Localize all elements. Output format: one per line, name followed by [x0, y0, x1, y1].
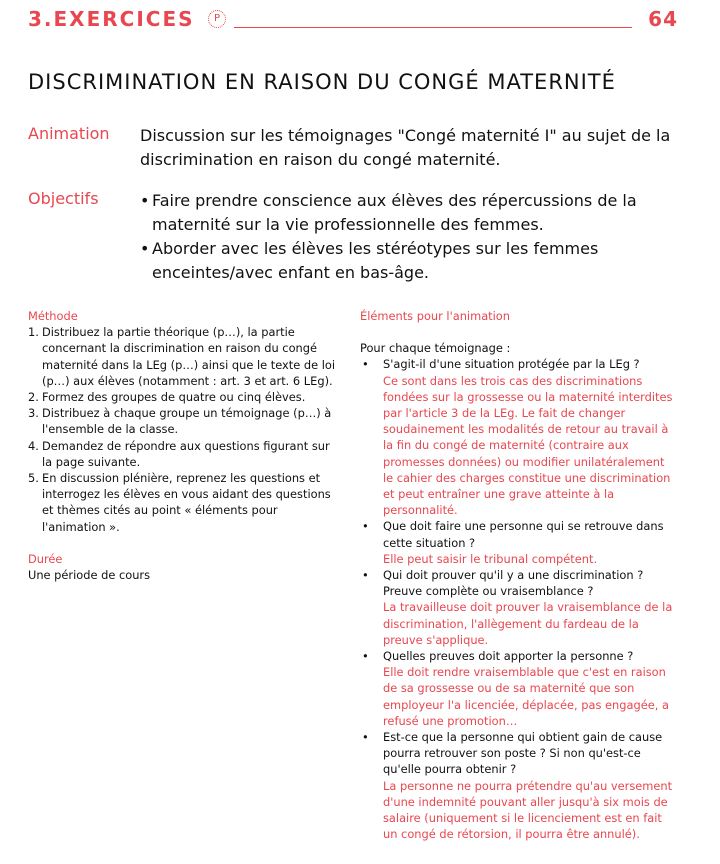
methode-step: 4. Demandez de répondre aux questions figurant sur la page suivante.	[28, 438, 330, 469]
methode-heading: Méthode	[28, 309, 78, 323]
elements-heading: Éléments pour l'animation	[360, 309, 510, 323]
answer-text: Elle doit rendre vraisemblable que c'est en raison de sa grossesse ou de sa maternité que son employeur l'a licenciée, déplacée, pas engagée, a refusé une promotion…	[383, 665, 669, 728]
question-list	[360, 356, 676, 842]
question-item: • Qui doit prouver qu'il y a une discrimination ? Preuve complète ou vraisemblance ? La travailleuse doit prouver la vraisemblance de la discrimination, l'allègement du fardeau de la preuve s'applique.	[360, 567, 676, 648]
section-title: 3.EXERCICES	[28, 7, 195, 31]
elements-intro: Pour chaque témoignage :	[360, 341, 511, 356]
page-number: 64	[648, 7, 678, 31]
methode-step: 2. Formez des groupes de quatre ou cinq élèves.	[28, 390, 306, 405]
question-item: • Est-ce que la personne qui obtient gain de cause pourra retrouver son poste ? Si non qu'est-ce qu'elle pourra obtenir ? La personne ne pourra prétendre qu'au versement d'une indemnité pouvant aller jusqu'à six mois de salaire (uniquement si le licenciement est en fait un congé de rétorsion, il pourra être annulé).	[360, 729, 676, 842]
methode-step: 3. Distribuez à chaque groupe un témoignage (p…) à l'ensemble de la classe.	[28, 406, 332, 437]
answer-text: La travailleuse doit prouver la vraisemblance de la discrimination, l'allègement du fardeau de la preuve s'applique.	[383, 600, 673, 647]
methode-column	[28, 308, 340, 583]
answer-text: Elle peut saisir le tribunal compétent.	[383, 551, 598, 566]
header-rule	[234, 27, 632, 28]
elements-column	[360, 308, 676, 843]
objectif-item: • Faire prendre conscience aux élèves des répercussions de la maternité sur la vie professionnelle des femmes.	[140, 189, 680, 237]
answer-text: Ce sont dans les trois cas des discriminations fondées sur la grossesse ou la maternité interdites par l'article 3 de la LEg. Le fait de changer soudainement les modalités de retour au travail à la fin du congé de maternité (contraire aux promesses données) ou modifier unilatéralement le cahier des charges constitue une discrimination et peut entraîner une grave atteinte à la personnalité.	[383, 373, 673, 518]
duree-heading: Durée	[28, 551, 63, 566]
question-text: Est-ce que la personne qui obtient gain de cause pourra retrouver son poste ? Si non qu'est-ce qu'elle pourra obtenir ?	[383, 730, 663, 777]
p-badge-icon: P	[208, 10, 226, 28]
question-item: • Quelles preuves doit apporter la personne ? Elle doit rendre vraisemblable que c'est en raison de sa grossesse ou de sa maternité que son employeur l'a licenciée, déplacée, pas engagée, a refusé une promotion…	[360, 648, 676, 729]
methode-steps	[28, 324, 340, 535]
objectif-item: • Aborder avec les élèves les stéréotypes sur les femmes enceintes/avec enfant en bas-âge.	[140, 237, 680, 285]
objectifs-label: Objectifs	[28, 189, 99, 208]
question-text: S'agit-il d'une situation protégée par la LEg ?	[383, 357, 640, 372]
page-title: DISCRIMINATION EN RAISON DU CONGÉ MATERNITÉ	[28, 70, 616, 94]
methode-step: 1. Distribuez la partie théorique (p…), la partie concernant la discrimination en raison du congé maternité dans la LEg (p…) ainsi que le texte de loi (p…) aux élèves (notamment : art. 3 et art. 6 LEg).	[28, 325, 336, 388]
question-text: Que doit faire une personne qui se retrouve dans cette situation ?	[383, 519, 664, 550]
methode-step: 5. En discussion plénière, reprenez les questions et interrogez les élèves en vous aidant des questions et thèmes cités au point « éléments pour l'animation ».	[28, 471, 331, 534]
answer-text: La personne ne pourra prétendre qu'au versement d'une indemnité pouvant aller jusqu'à six mois de salaire (uniquement si le licenciement est en fait un congé de rétorsion, il pourra être annulé).	[383, 778, 673, 842]
animation-label: Animation	[28, 124, 110, 143]
duree-text: Une période de cours	[28, 568, 151, 583]
objectifs-list	[140, 189, 680, 285]
page-header	[28, 7, 678, 33]
question-text: Quelles preuves doit apporter la personne ?	[383, 649, 634, 664]
question-item: • Que doit faire une personne qui se retrouve dans cette situation ? Elle peut saisir le tribunal compétent.	[360, 518, 676, 567]
question-text: Qui doit prouver qu'il y a une discrimination ? Preuve complète ou vraisemblance ?	[383, 568, 644, 599]
question-item: • S'agit-il d'une situation protégée par la LEg ? Ce sont dans les trois cas des discriminations fondées sur la grossesse ou la maternité interdites par l'article 3 de la LEg. Le fait de changer soudainement les modalités de retour au travail à la fin du congé de maternité (contraire aux promesses données) ou modifier unilatéralement le cahier des charges constitue une discrimination et peut entraîner une grave atteinte à la personnalité.	[360, 356, 676, 518]
animation-text: Discussion sur les témoignages "Congé maternité I" au sujet de la discrimination en raison du congé maternité.	[140, 126, 671, 169]
